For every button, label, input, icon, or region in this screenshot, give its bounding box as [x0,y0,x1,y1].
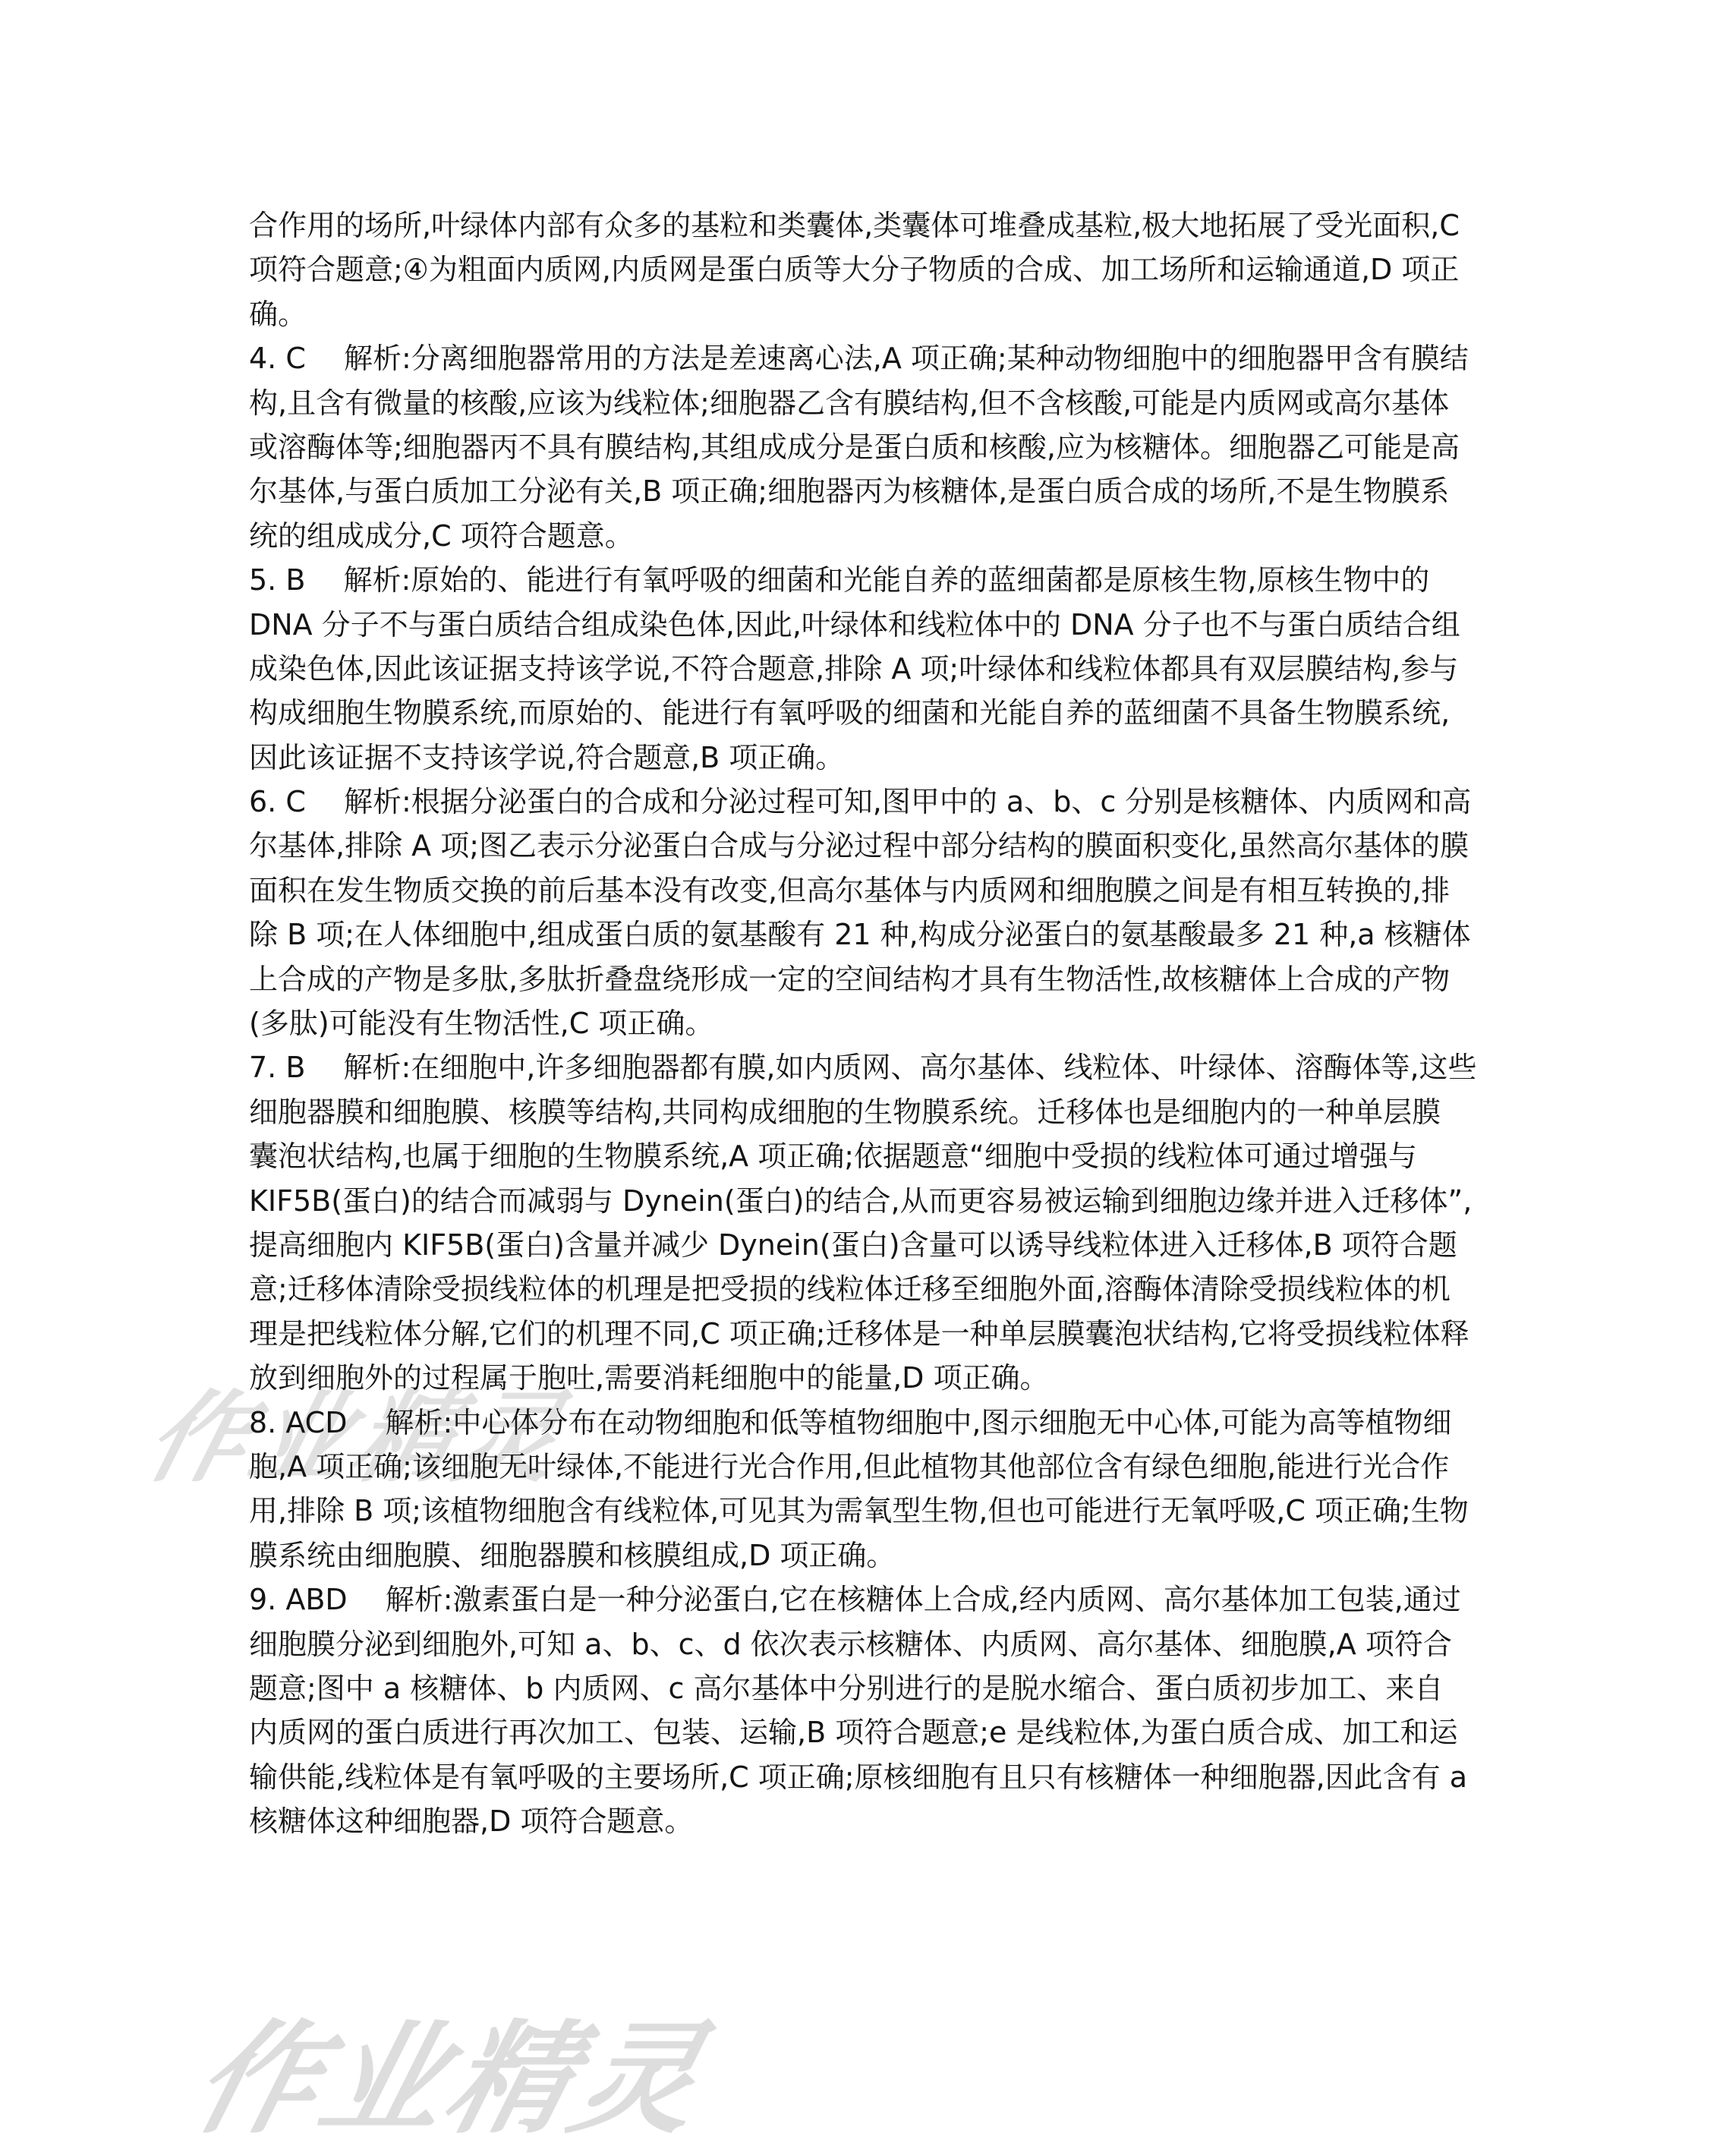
text-line: 构成细胞生物膜系统,而原始的、能进行有氧呼吸的细菌和光能自养的蓝细菌不具备生物膜系统, [249,696,1451,730]
text-line: 理是把线粒体分解,它们的机理不同,C 项正确;迁移体是一种单层膜囊泡状结构,它将受损线粒体释 [249,1316,1469,1351]
text-line: 上合成的产物是多肽,多肽折叠盘绕形成一定的空间结构才具有生物活性,故核糖体上合成的产物 [249,962,1451,996]
answer-9-line: 9. ABD 解析:激素蛋白是一种分泌蛋白,它在核糖体上合成,经内质网、高尔基体加工包装,通过 [249,1583,1461,1617]
text-line: 面积在发生物质交换的前后基本没有改变,但高尔基体与内质网和细胞膜之间是有相互转换的,排 [249,873,1451,907]
text-line: 核糖体这种细胞器,D 项符合题意。 [249,1805,694,1839]
text-line: 放到细胞外的过程属于胞吐,需要消耗细胞中的能量,D 项正确。 [249,1361,1049,1395]
text-line: 提高细胞内 KIF5B(蛋白)含量并减少 Dynein(蛋白)含量可以诱导线粒体进入迁移体,B 项符合题 [249,1228,1457,1262]
text-line: 输供能,线粒体是有氧呼吸的主要场所,C 项正确;原核细胞有且只有核糖体一种细胞器,因此含有 a [249,1760,1468,1794]
text-line: 内质网的蛋白质进行再次加工、包装、运输,B 项符合题意;e 是线粒体,为蛋白质合成、加工和运 [249,1716,1458,1750]
text-line: 意;迁移体清除受损线粒体的机理是把受损的线粒体迁移至细胞外面,溶酶体清除受损线粒体的机 [249,1272,1451,1307]
text-line: DNA 分子不与蛋白质结合组成染色体,因此,叶绿体和线粒体中的 DNA 分子也不与蛋白质结合组 [249,607,1460,641]
text-line: KIF5B(蛋白)的结合而减弱与 Dynein(蛋白)的结合,从而更容易被运输到细胞边缘并进入迁移体”, [249,1184,1473,1218]
text-line: 确。 [249,297,307,331]
text-line: 成染色体,因此该证据支持该学说,不符合题意,排除 A 项;叶绿体和线粒体都具有双层膜结构,参与 [249,651,1459,686]
text-line: 统的组成成分,C 项符合题意。 [249,519,634,553]
text-line: (多肽)可能没有生物活性,C 项正确。 [249,1007,714,1041]
watermark-logo: 作业精灵 [181,2008,720,2150]
text-line: 用,排除 B 项;该植物细胞含有线粒体,可见其为需氧型生物,但也可能进行无氧呼吸,C 项正确;生物 [249,1494,1469,1528]
text-line: 囊泡状结构,也属于细胞的生物膜系统,A 项正确;依据题意“细胞中受损的线粒体可通过增强与 [249,1139,1417,1174]
answer-4-line: 4. C 解析:分离细胞器常用的方法是差速离心法,A 项正确;某种动物细胞中的细胞器甲含有膜结 [249,342,1469,376]
text-line: 细胞器膜和细胞膜、核膜等结构,共同构成细胞的生物膜系统。迁移体也是细胞内的一种单层膜 [249,1095,1441,1129]
text-line: 膜系统由细胞膜、细胞器膜和核膜组成,D 项正确。 [249,1538,896,1572]
text-line: 除 B 项;在人体细胞中,组成蛋白质的氨基酸有 21 种,构成分泌蛋白的氨基酸最多 21 种,a 核糖体 [249,918,1471,952]
text-line: 项符合题意;④为粗面内质网,内质网是蛋白质等大分子物质的合成、加工场所和运输通道,D 项正 [249,253,1460,287]
text-line: 胞,A 项正确;该细胞无叶绿体,不能进行光合作用,但此植物其他部位含有绿色细胞,能进行光合作 [249,1449,1450,1483]
answer-8-line: 8. ACD 解析:中心体分布在动物细胞和低等植物细胞中,图示细胞无中心体,可能为高等植物细 [249,1405,1452,1439]
answer-explanations [249,203,1486,1843]
text-line: 尔基体,与蛋白质加工分泌有关,B 项正确;细胞器丙为核糖体,是蛋白质合成的场所,不是生物膜系 [249,474,1450,509]
text-line: 题意;图中 a 核糖体、b 内质网、c 高尔基体中分别进行的是脱水缩合、蛋白质初步加工、来自 [249,1671,1444,1705]
answer-5-line: 5. B 解析:原始的、能进行有氧呼吸的细菌和光能自养的蓝细菌都是原核生物,原核生物中的 [249,563,1430,597]
text-line: 细胞膜分泌到细胞外,可知 a、b、c、d 依次表示核糖体、内质网、高尔基体、细胞膜,A 项符合 [249,1627,1452,1661]
answer-7-line: 7. B 解析:在细胞中,许多细胞器都有膜,如内质网、高尔基体、线粒体、叶绿体、溶酶体等,这些 [249,1051,1477,1085]
text-line: 合作用的场所,叶绿体内部有众多的基粒和类囊体,类囊体可堆叠成基粒,极大地拓展了受光面积,C [249,209,1460,242]
watermark-logo: 作业精灵 [135,1380,578,1496]
text-line: 构,且含有微量的核酸,应该为线粒体;细胞器乙含有膜结构,但不含核酸,可能是内质网或高尔基体 [249,386,1450,420]
text-line: 或溶酶体等;细胞器丙不具有膜结构,其组成成分是蛋白质和核酸,应为核糖体。细胞器乙可能是高 [249,430,1460,464]
text-line: 因此该证据不支持该学说,符合题意,B 项正确。 [249,740,845,774]
answer-6-line: 6. C 解析:根据分泌蛋白的合成和分泌过程可知,图甲中的 a、b、c 分别是核糖体、内质网和高 [249,785,1472,819]
text-line: 尔基体,排除 A 项;图乙表示分泌蛋白合成与分泌过程中部分结构的膜面积变化,虽然高尔基体的膜 [249,829,1469,863]
